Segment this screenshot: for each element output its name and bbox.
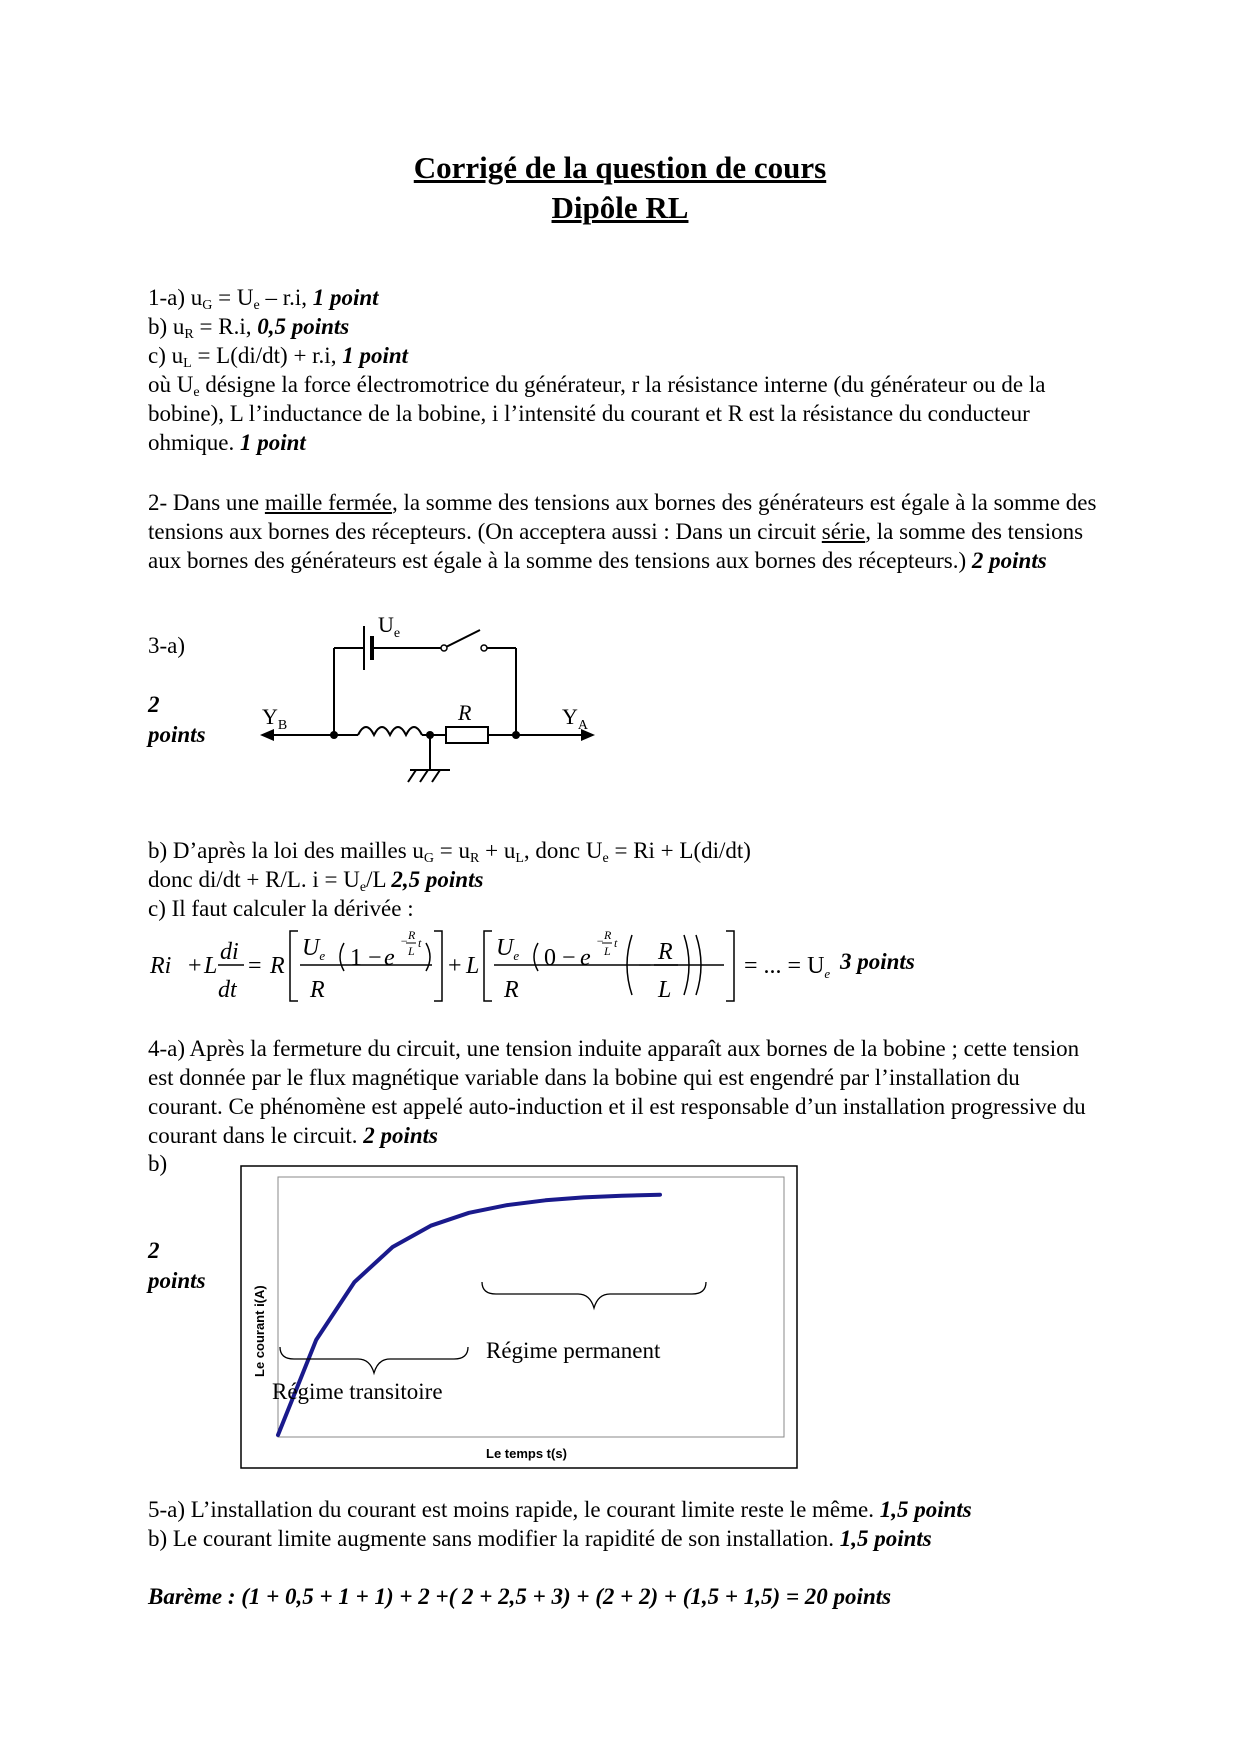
points-label: 1 point bbox=[240, 430, 306, 455]
svg-text:L: L bbox=[466, 953, 480, 979]
svg-text:−: − bbox=[400, 934, 409, 948]
q3a-label: 3-a) bbox=[148, 633, 186, 658]
chart-frame bbox=[241, 1166, 797, 1468]
svg-text:e: e bbox=[580, 945, 591, 971]
points-label: 1,5 points bbox=[879, 1497, 972, 1522]
svg-text:+: + bbox=[188, 953, 202, 979]
svg-text:3 points: 3 points bbox=[840, 949, 915, 974]
svg-text:R: R bbox=[270, 953, 285, 979]
points-label: 1,5 points bbox=[839, 1526, 932, 1551]
svg-text:R: R bbox=[604, 928, 612, 942]
points-label: 2 points bbox=[971, 548, 1047, 573]
points-label: 1 point bbox=[342, 343, 409, 368]
svg-text:Ri: Ri bbox=[150, 953, 172, 979]
svg-text:=: = bbox=[248, 953, 262, 979]
svg-text:Ue: $U_e$ bbox=[302, 935, 326, 963]
label-regime-permanent: Régime permanent bbox=[486, 1338, 661, 1363]
svg-text:1 −: 1 − bbox=[350, 945, 382, 971]
svg-text:−: − bbox=[638, 953, 652, 979]
points-label: 0,5 points bbox=[257, 314, 350, 339]
svg-text:−: − bbox=[596, 934, 605, 948]
svg-text:L: L bbox=[204, 953, 218, 979]
q1c-line: c) $u_L = L(di/dt) + r.i$, 1 point bbox=[148, 343, 409, 371]
bareme-line: Barème : (1 + 0,5 + 1 + 1) + 2 +( 2 + 2,5 + 3) + (2 + 2) + (1,5 + 1,5) = 20 points bbox=[148, 1584, 892, 1609]
svg-text:R: R bbox=[504, 977, 519, 1003]
derivative-equation bbox=[148, 925, 1028, 1005]
y-axis-label: Le courant i(A) bbox=[252, 1285, 267, 1377]
yb-arrow bbox=[260, 729, 274, 741]
points-label: 2,5 points bbox=[391, 867, 484, 892]
svg-text:R: R bbox=[408, 928, 416, 942]
rl-circuit-diagram bbox=[250, 608, 610, 788]
resistor-symbol bbox=[446, 727, 488, 743]
q4b-label: b) bbox=[148, 1151, 168, 1176]
points-label: 1 point bbox=[312, 285, 379, 310]
q3b-line2: donc di/dt + R/L. $i = U_e/L$ 2,5 points bbox=[148, 867, 484, 895]
q3b-line1: b) D’après la loi des mailles $u_G = u_R + u_L$, donc $U_e = Ri + L(di/dt)$ bbox=[148, 838, 751, 866]
switch-lever bbox=[444, 630, 480, 648]
resistor-label: R bbox=[458, 700, 472, 725]
q3c-line: c) Il faut calculer la dérivée : bbox=[148, 896, 414, 921]
current-vs-time-chart bbox=[240, 1165, 800, 1470]
svg-text:+: + bbox=[448, 953, 462, 979]
q1-explanation: où $U_e$ désigne la force électromotrice du générateur, r la résistance interne (du générateur ou de la bobine), L l’inductance de la bobine, i l’intensité du courant et R est la résistance du conducteur ohmique. 1 point bbox=[148, 372, 1046, 455]
svg-text:L: L bbox=[658, 977, 672, 1003]
coil-symbol bbox=[358, 727, 422, 735]
svg-text:t: t bbox=[418, 936, 422, 950]
x-axis-label: Le temps t(s) bbox=[486, 1446, 567, 1461]
svg-text:= ... = Ue: = ... = $U_e$ bbox=[744, 953, 831, 981]
svg-text:dt: dt bbox=[218, 977, 237, 1003]
svg-text:t: t bbox=[614, 936, 618, 950]
q4a-paragraph: 4-a) Après la fermeture du circuit, une tension induite apparaît aux bornes de la bobine ; cette tension est donnée par le flux magnétique variable dans la bobine qui est engendré par l’installation du courant. Ce phénomène est appelé auto-induction et il est responsable d’un installation progressive du courant dans le circuit. 2 points bbox=[148, 1036, 1086, 1148]
q4b-points: 2 points bbox=[148, 1238, 206, 1293]
points-label: 2 points bbox=[363, 1123, 439, 1148]
q2-paragraph: 2- Dans une maille fermée, la somme des tensions aux bornes des générateurs est égale à la somme des tensions aux bornes des récepteurs. (On acceptera aussi : Dans un circuit série, la somme des tensions aux bornes des générateurs est égale à la somme des tensions aux bornes des récepteurs.) 2 points bbox=[148, 490, 1097, 573]
svg-text:di: di bbox=[220, 939, 239, 965]
ya-label: $Y_A$ bbox=[562, 704, 589, 733]
svg-text:e: e bbox=[384, 945, 395, 971]
q1b-line: b) $u_R = R.i$, 0,5 points bbox=[148, 314, 350, 342]
svg-text:L: L bbox=[604, 944, 611, 958]
yb-label: $Y_B$ bbox=[262, 704, 288, 733]
svg-text:R: R bbox=[658, 939, 673, 965]
page-subtitle: Dipôle RL bbox=[551, 190, 689, 225]
q3a-points: 2 points bbox=[148, 692, 206, 747]
svg-text:Ue: $U_e$ bbox=[496, 935, 520, 963]
svg-text:L: L bbox=[408, 944, 415, 958]
svg-text:R: R bbox=[310, 977, 325, 1003]
page-title: Corrigé de la question de cours bbox=[413, 150, 827, 185]
label-regime-transitoire: Régime transitoire bbox=[272, 1379, 443, 1404]
q5b-line: b) Le courant limite augmente sans modifier la rapidité de son installation. 1,5 points bbox=[148, 1526, 932, 1551]
svg-text:0 −: 0 − bbox=[544, 945, 576, 971]
q5a-line: 5-a) L’installation du courant est moins rapide, le courant limite reste le même. 1,5 points bbox=[148, 1497, 972, 1522]
q1a-line: 1-a) $u_G = U_e - r.i$, 1 point bbox=[148, 285, 379, 313]
ue-label: $U_e$ bbox=[378, 612, 401, 641]
